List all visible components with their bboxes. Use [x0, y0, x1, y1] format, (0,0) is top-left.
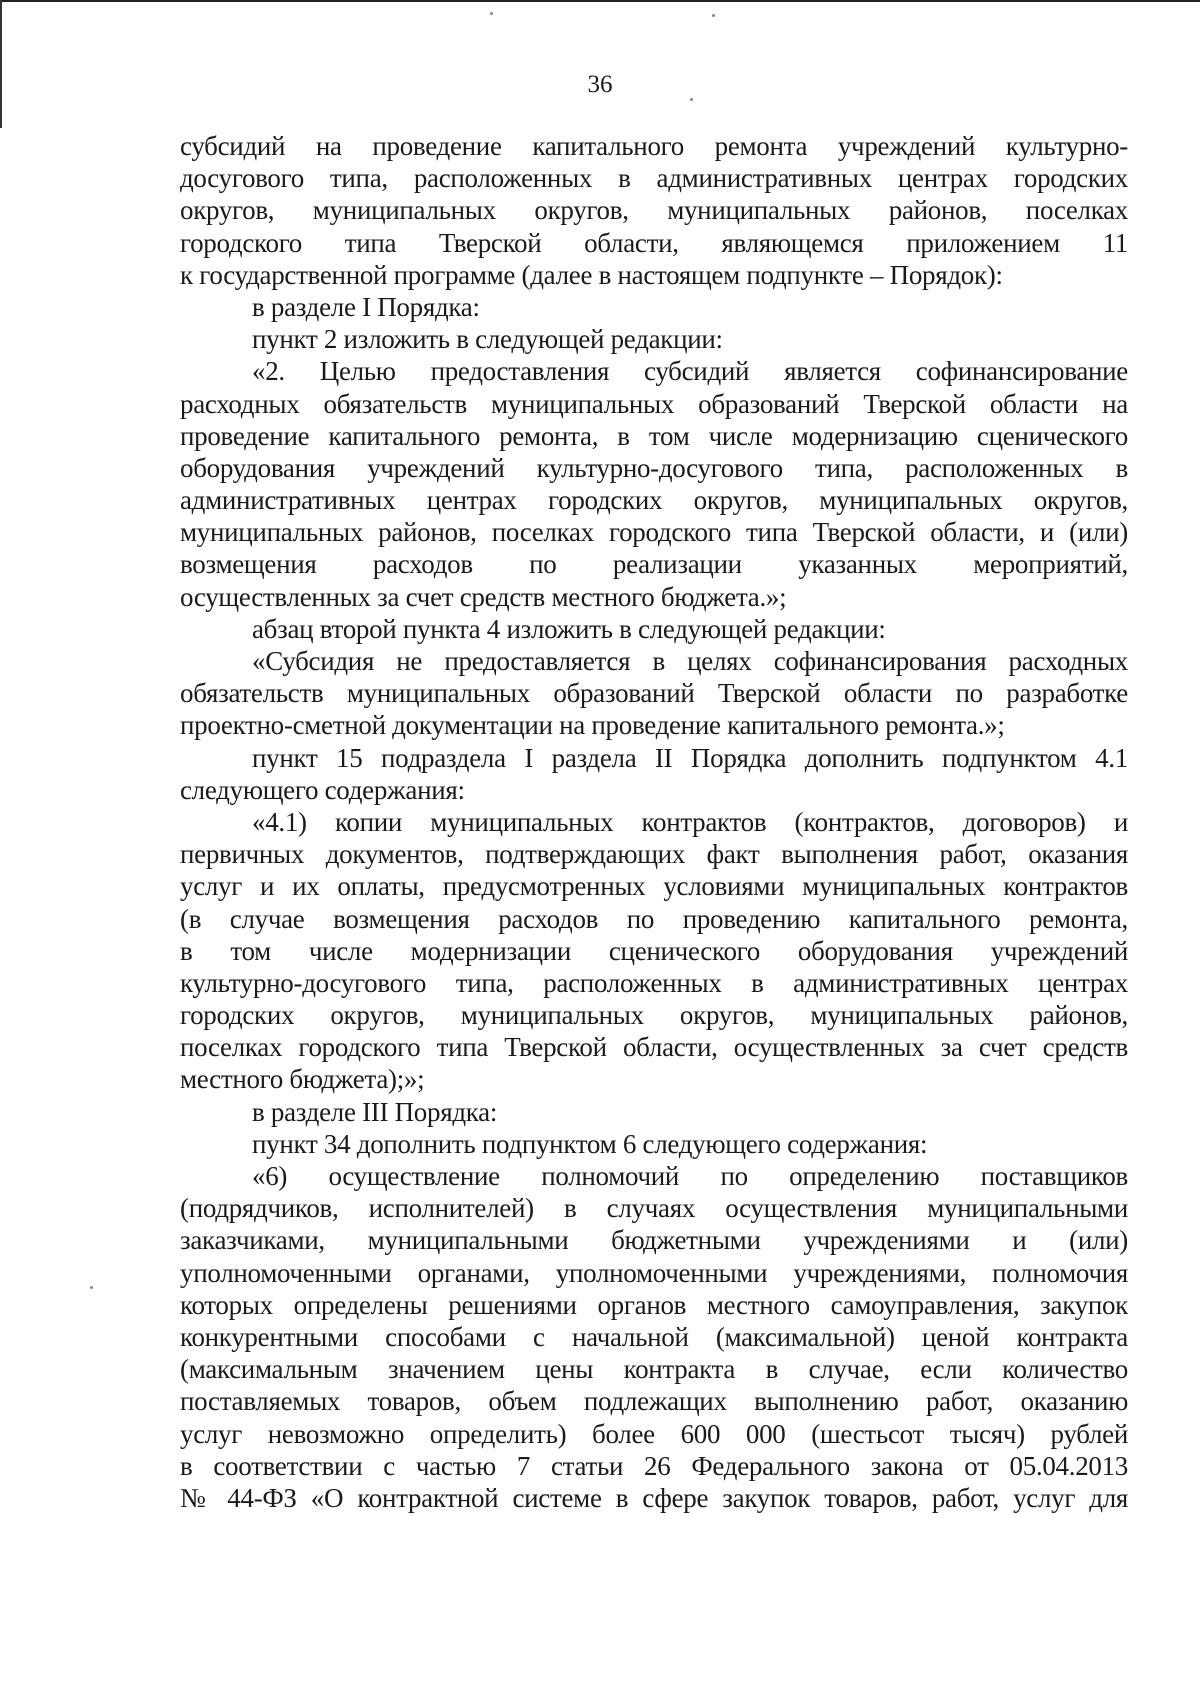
- text-line: пункт 34 дополнить подпунктом 6 следующего содержания:: [252, 1128, 928, 1159]
- text-line: абзац второй пункта 4 изложить в следующей редакции:: [252, 613, 886, 644]
- text-line: пункт 15 подраздела I раздела II Порядка дополнить подпунктом 4.1: [252, 742, 1128, 773]
- text-line: обязательств муниципальных образований Тверской области по разработке: [180, 678, 1128, 709]
- text-line: которых определены решениями органов местного самоуправления, закупок: [180, 1289, 1128, 1320]
- text-line: № 44-ФЗ «О контрактной системе в сфере закупок товаров, работ, услуг для: [180, 1482, 1128, 1513]
- text-line: округов, муниципальных округов, муниципальных районов, поселках: [180, 195, 1128, 226]
- text-line: досугового типа, расположенных в административных центрах городских: [180, 163, 1128, 194]
- text-line: в том числе модернизации сценического оборудования учреждений: [180, 935, 1128, 966]
- text-line: проектно-сметной документации на проведение капитального ремонта.»;: [180, 710, 1005, 741]
- text-line: «6) осуществление полномочий по определению поставщиков: [252, 1161, 1128, 1191]
- text-line: административных центрах городских округов, муниципальных округов,: [180, 485, 1128, 516]
- text-line: поселках городского типа Тверской области, осуществленных за счет средств: [180, 1032, 1128, 1063]
- text-line: поставляемых товаров, объем подлежащих выполнению работ, оказанию: [180, 1386, 1128, 1417]
- text-line: осуществленных за счет средств местного бюджета.»;: [180, 581, 787, 612]
- text-line: оборудования учреждений культурно-досугового типа, расположенных в: [180, 452, 1128, 483]
- scan-speck: [490, 12, 493, 15]
- text-line: (максимальным значением цены контракта в случае, если количество: [180, 1354, 1128, 1385]
- text-line: услуг и их оплаты, предусмотренных условиями муниципальных контрактов: [180, 871, 1128, 902]
- text-line: пункт 2 изложить в следующей редакции:: [252, 324, 723, 355]
- text-line: «2. Целью предоставления субсидий является софинансирование: [252, 356, 1128, 387]
- text-line: городского типа Тверской области, являющемся приложением 11: [180, 227, 1128, 258]
- text-line: субсидий на проведение капитального ремонта учреждений культурно-: [180, 131, 1128, 161]
- scan-edge-left: [0, 0, 2, 128]
- text-line: проведение капитального ремонта, в том числе модернизацию сценического: [180, 420, 1128, 451]
- scan-speck: [690, 98, 693, 101]
- text-line: «4.1) копии муниципальных контрактов (контрактов, договоров) и: [252, 806, 1128, 837]
- scan-edge-top: [0, 0, 1200, 2]
- text-line: заказчиками, муниципальными бюджетными учреждениями и (или): [180, 1225, 1128, 1256]
- scan-speck: [90, 1286, 93, 1289]
- page-number: 36: [587, 71, 613, 98]
- text-line: конкурентными способами с начальной (максимальной) ценой контракта: [180, 1321, 1128, 1352]
- text-line: (подрядчиков, исполнителей) в случаях осуществления муниципальными: [180, 1193, 1128, 1224]
- text-line: уполномоченными органами, уполномоченными учреждениями, полномочия: [180, 1257, 1128, 1288]
- text-line: в разделе I Порядка:: [252, 291, 480, 322]
- scan-speck: [712, 14, 715, 17]
- document-body: [180, 130, 1128, 1514]
- text-line: в разделе III Порядка:: [252, 1096, 498, 1127]
- text-line: услуг невозможно определить) более 600 000 (шестьсот тысяч) рублей: [180, 1418, 1128, 1449]
- text-line: культурно-досугового типа, расположенных в административных центрах: [180, 967, 1128, 998]
- text-line: муниципальных районов, поселках городского типа Тверской области, и (или): [180, 517, 1128, 548]
- text-line: к государственной программе (далее в настоящем подпункте – Порядок):: [180, 259, 1003, 290]
- text-line: расходных обязательств муниципальных образований Тверской области на: [180, 388, 1128, 419]
- text-line: возмещения расходов по реализации указанных мероприятий,: [180, 549, 1128, 580]
- text-line: местного бюджета);»;: [180, 1064, 425, 1095]
- text-line: следующего содержания:: [180, 774, 465, 805]
- text-line: «Субсидия не предоставляется в целях софинансирования расходных: [252, 646, 1128, 676]
- text-line: в соответствии с частью 7 статьи 26 Федерального закона от 05.04.2013: [180, 1450, 1128, 1481]
- text-line: городских округов, муниципальных округов, муниципальных районов,: [180, 1000, 1128, 1031]
- text-line: первичных документов, подтверждающих факт выполнения работ, оказания: [180, 839, 1128, 870]
- text-line: (в случае возмещения расходов по проведению капитального ремонта,: [180, 903, 1128, 934]
